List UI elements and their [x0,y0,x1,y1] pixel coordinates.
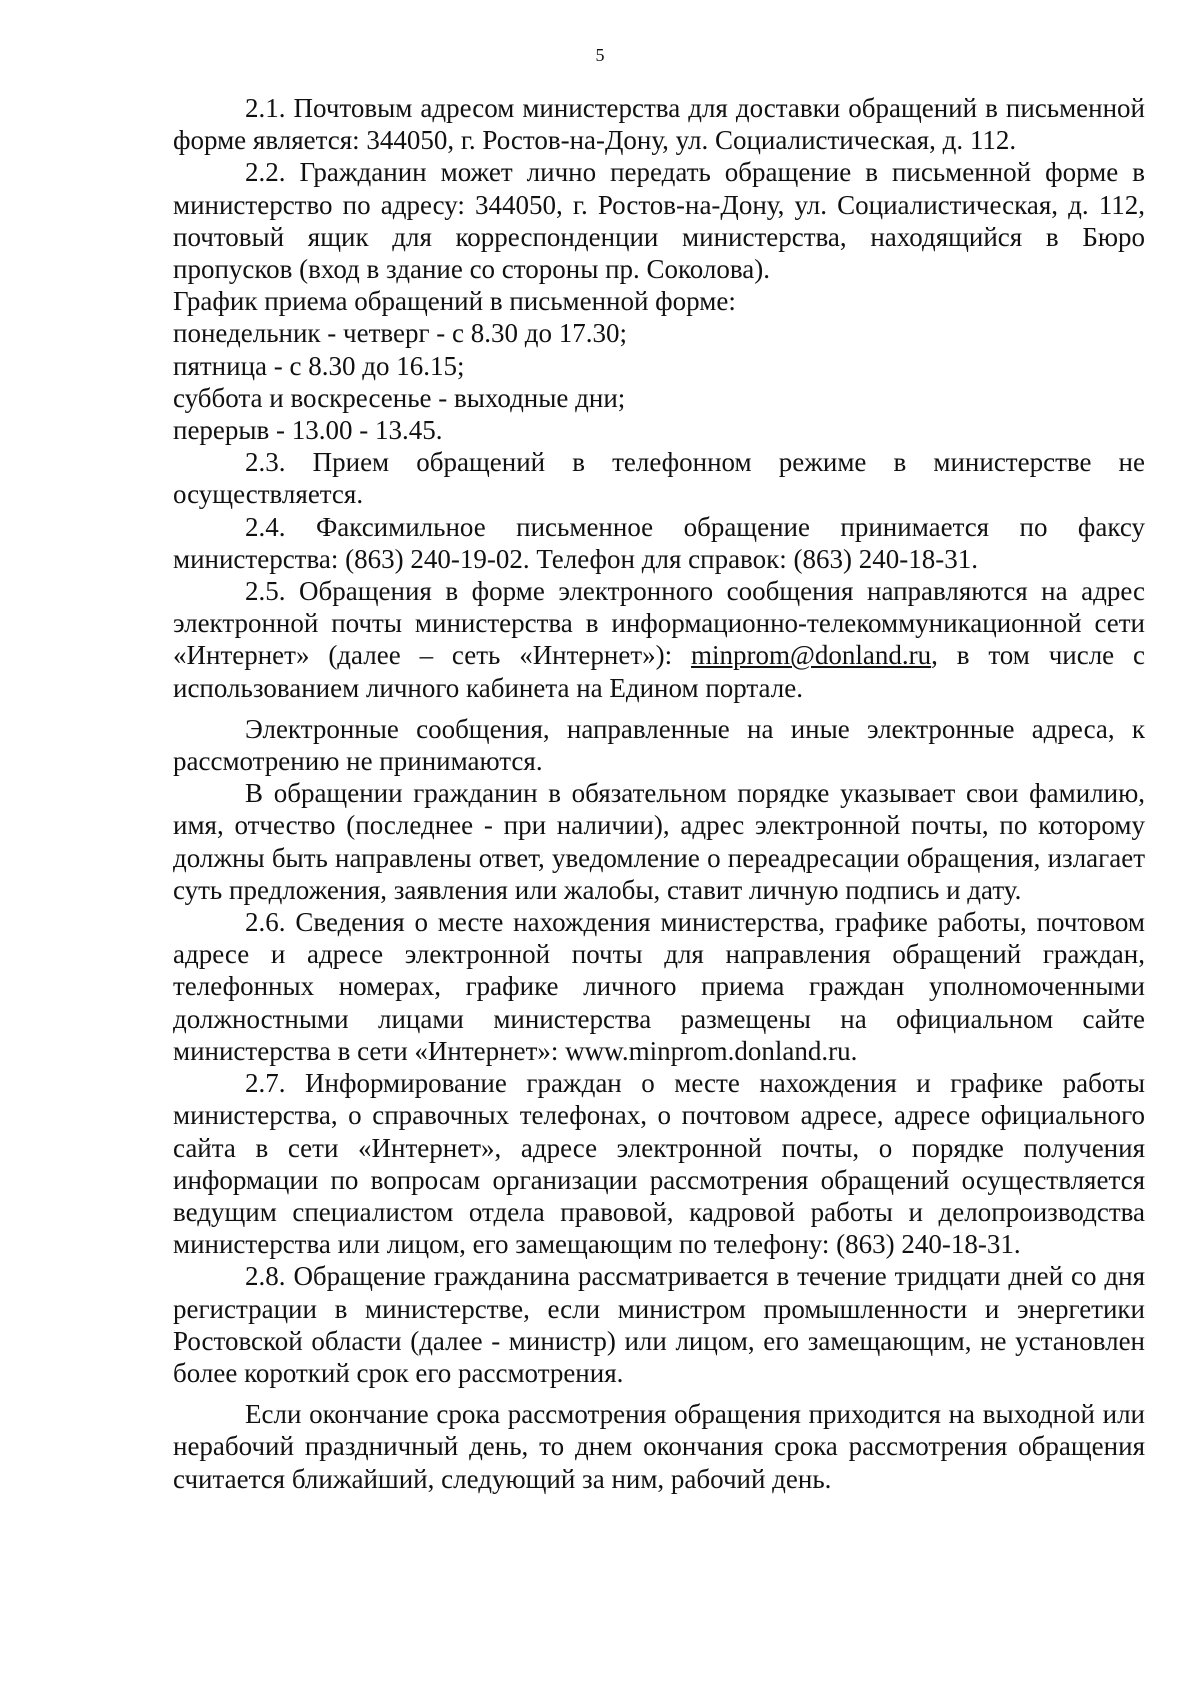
paragraph-2-1: 2.1. Почтовым адресом министерства для доставки обращений в письменной форме является: 344050, г. Ростов-на-Дону, ул. Социалистическая, д. 112. [173,93,1145,156]
paragraph-2-6: 2.6. Сведения о месте нахождения министерства, графике работы, почтовом адресе и адресе электронной почты для направления обращений граждан, телефонных номерах, графике личного приема граждан уполномоченными должностными лицами министерства размещены на официальном сайте министерства в сети «Интернет»: www.minprom.donland.ru. [173,907,1145,1066]
paragraph-requirements: В обращении гражданин в обязательном порядке указывает свои фамилию, имя, отчество (последнее - при наличии), адрес электронной почты, по которому должны быть направлены ответ, уведомление о переадресации обращения, излагает суть предложения, заявления или жалобы, ставит личную подпись и дату. [173,778,1145,905]
paragraph-2-3: 2.3. Прием обращений в телефонном режиме в министерстве не осуществляется. [173,447,1145,510]
paragraph-deadline: Если окончание срока рассмотрения обращения приходится на выходной или нерабочий праздничный день, то днем окончания срока рассмотрения обращения считается ближайший, следующий за ним, рабочий день. [173,1399,1145,1494]
schedule-break: перерыв - 13.00 - 13.45. [173,415,443,446]
paragraph-2-8: 2.8. Обращение гражданина рассматривается в течение тридцати дней со дня регистрации в министерстве, если министром промышленности и энергетики Ростовской области (далее - министр) или лицом, его замещающим, не установлен более короткий срок его рассмотрения. [173,1261,1145,1388]
schedule-mon-thu: понедельник - четверг - с 8.30 до 17.30; [173,318,628,349]
email-link[interactable]: minprom@donland.ru [691,640,932,671]
paragraph-2-5-text-start: 2.5. Обращения в форме электронного сообщения направляются на адрес электронной почты министерства в информационно-телекоммуникационной сети «Интернет» (далее – сеть «Интернет»): [173,576,1145,671]
paragraph-2-7: 2.7. Информирование граждан о месте нахождения и графике работы министерства, о справочных телефонах, о почтовом адресе, адресе официального сайта в сети «Интернет», адресе электронной почты, о порядке получения информации по вопросам организации рассмотрения обращений осуществляется ведущим специалистом отдела правовой, кадровой работы и делопроизводства министерства или лицом, его замещающим по телефону: (863) 240-18-31. [173,1068,1145,1260]
schedule-weekend: суббота и воскресенье - выходные дни; [173,382,626,413]
schedule-fri: пятница - с 8.30 до 16.15; [173,350,465,381]
document-body [173,92,1145,1495]
page-number: 5 [595,45,605,65]
paragraph-2-5-text-end: , в том числе с использованием личного кабинета на Едином портале. [173,640,1146,703]
paragraph-other-addresses: Электронные сообщения, направленные на иные электронные адреса, к рассмотрению не принимаются. [173,713,1145,777]
paragraph-2-5 [173,575,1145,704]
paragraph-2-4: 2.4. Факсимильное письменное обращение принимается по факсу министерства: (863) 240-19-02. Телефон для справок: (863) 240-18-31. [173,511,1145,574]
schedule-title: График приема обращений в письменной форме: [173,286,736,317]
paragraph-2-2: 2.2. Гражданин может лично передать обращение в письменной форме в министерство по адресу: 344050, г. Ростов-на-Дону, ул. Социалистическая, д. 112, почтовый ящик для корреспонденции министерства, находящийся в Бюро пропусков (вход в здание со стороны пр. Соколова). [173,157,1145,285]
